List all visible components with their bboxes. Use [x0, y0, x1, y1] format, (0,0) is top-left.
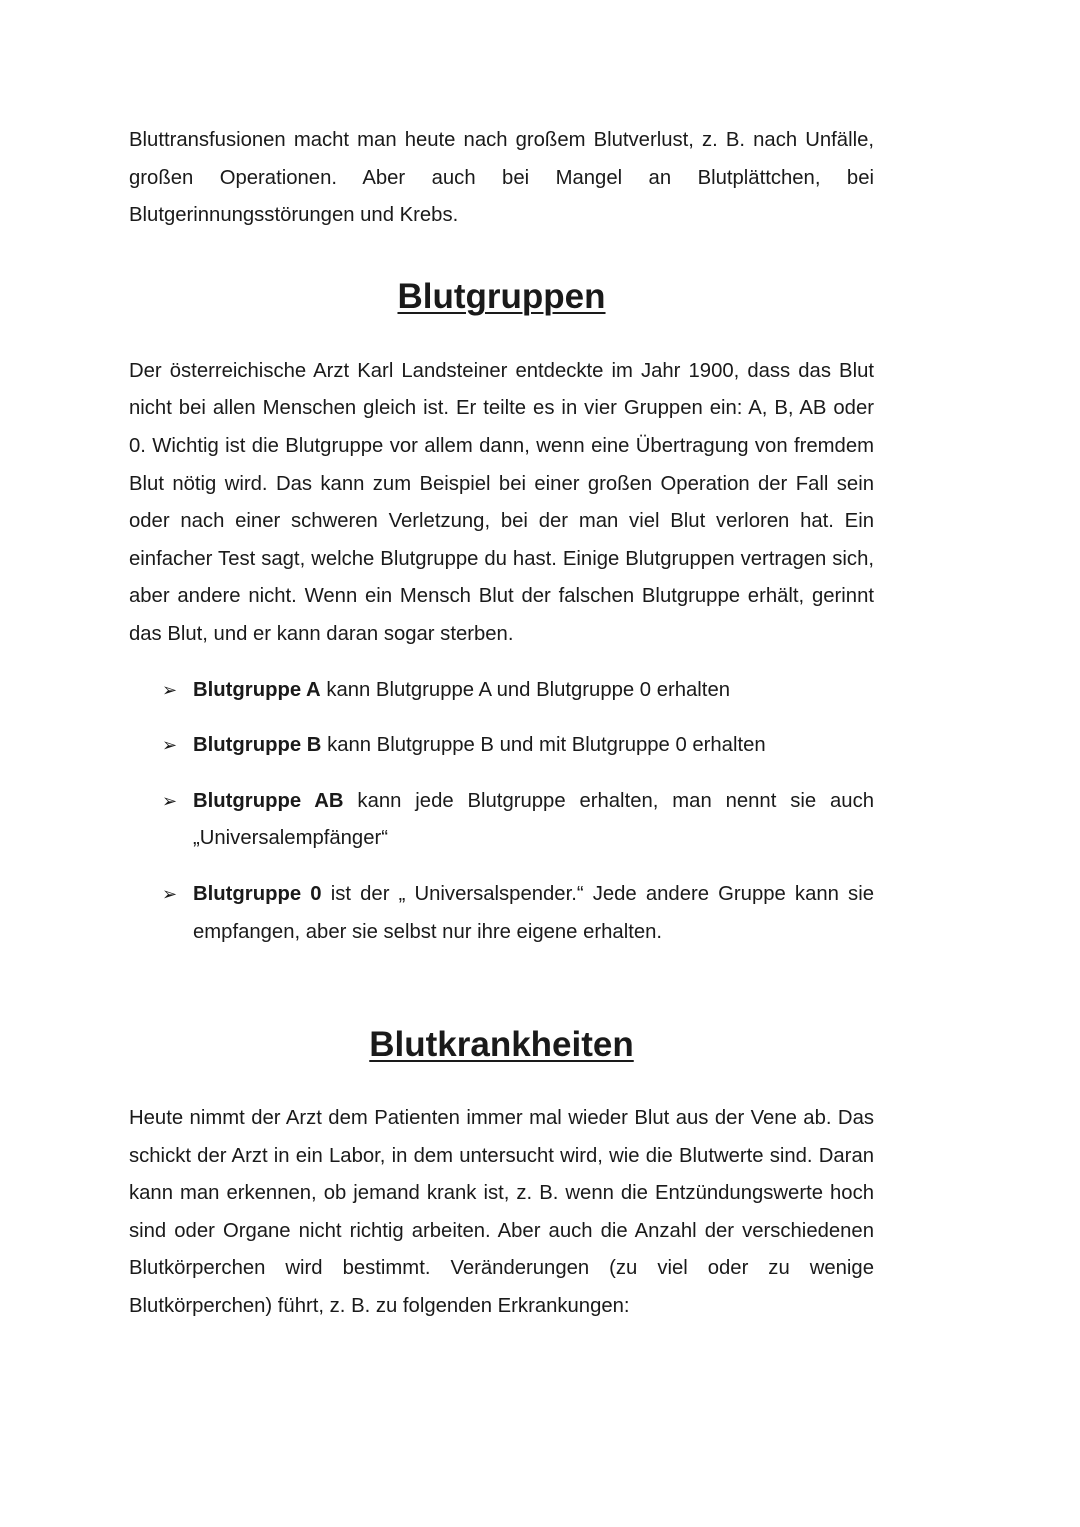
bullet-text: ist der „ Universalspender.“ Jede andere Gruppe kann sie empfangen, aber sie selbst nur ihre eigene erhalten.	[193, 882, 874, 943]
bullet-item-b	[162, 727, 874, 765]
bullet-bold-label: Blutgruppe AB	[193, 789, 344, 812]
bullet-text: kann jede Blutgruppe erhalten, man nennt sie auch „Universalempfänger“	[193, 789, 874, 850]
document-page	[129, 122, 874, 1326]
intro-paragraph: Bluttransfusionen macht man heute nach großem Blutverlust, z. B. nach Unfälle, großen Operationen. Aber auch bei Mangel an Blutplättchen, bei Blutgerinnungsstörungen und Krebs.	[129, 129, 874, 227]
blutgruppen-bullet-list	[129, 672, 874, 952]
arrow-bullet-icon: ➢	[162, 735, 178, 756]
bullet-item-0	[162, 876, 874, 951]
bullet-item-a	[162, 672, 874, 710]
blutkrankheiten-paragraph: Heute nimmt der Arzt dem Patienten immer mal wieder Blut aus der Vene ab. Das schickt der Arzt in ein Labor, in dem untersucht wird, wie die Blutwerte sind. Daran kann man erkennen, ob jemand krank ist, z. B. wenn die Entzündungswerte hoch sind oder Organe nicht richtig arbeiten. Aber auch die Anzahl der verschiedenen Blutkörperchen wird bestimmt. Veränderungen (zu viel oder zu wenige Blutkörperchen) führt, z. B. zu folgenden Erkrankungen:	[129, 1107, 874, 1318]
bullet-item-ab	[162, 783, 874, 858]
arrow-bullet-icon: ➢	[162, 883, 178, 904]
bullet-bold-label: Blutgruppe 0	[193, 882, 322, 905]
bullet-bold-label: Blutgruppe B	[193, 734, 322, 757]
bullet-text: kann Blutgruppe A und Blutgruppe 0 erhalten	[320, 678, 731, 701]
heading-blutgruppen: Blutgruppen	[397, 276, 606, 316]
blutgruppen-paragraph: Der österreichische Arzt Karl Landsteiner entdeckte im Jahr 1900, dass das Blut nicht bei allen Menschen gleich ist. Er teilte es in vier Gruppen ein: A, B, AB oder 0. Wichtig ist die Blutgruppe vor allem dann, wenn eine Übertragung von fremdem Blut nötig wird. Das kann zum Beispiel bei einer großen Operation der Fall sein oder nach einer schweren Verletzung, bei der man viel Blut verloren hat. Ein einfacher Test sagt, welche Blutgruppe du hast. Einige Blutgruppen vertragen sich, aber andere nicht. Wenn ein Mensch Blut der falschen Blutgruppe erhält, gerinnt das Blut, und er kann daran sogar sterben.	[129, 359, 874, 645]
bullet-text: kann Blutgruppe B und mit Blutgruppe 0 erhalten	[321, 734, 766, 757]
arrow-bullet-icon: ➢	[162, 679, 178, 700]
heading-blutkrankheiten: Blutkrankheiten	[369, 1025, 634, 1065]
bullet-bold-label: Blutgruppe A	[193, 678, 321, 701]
arrow-bullet-icon: ➢	[162, 790, 178, 811]
